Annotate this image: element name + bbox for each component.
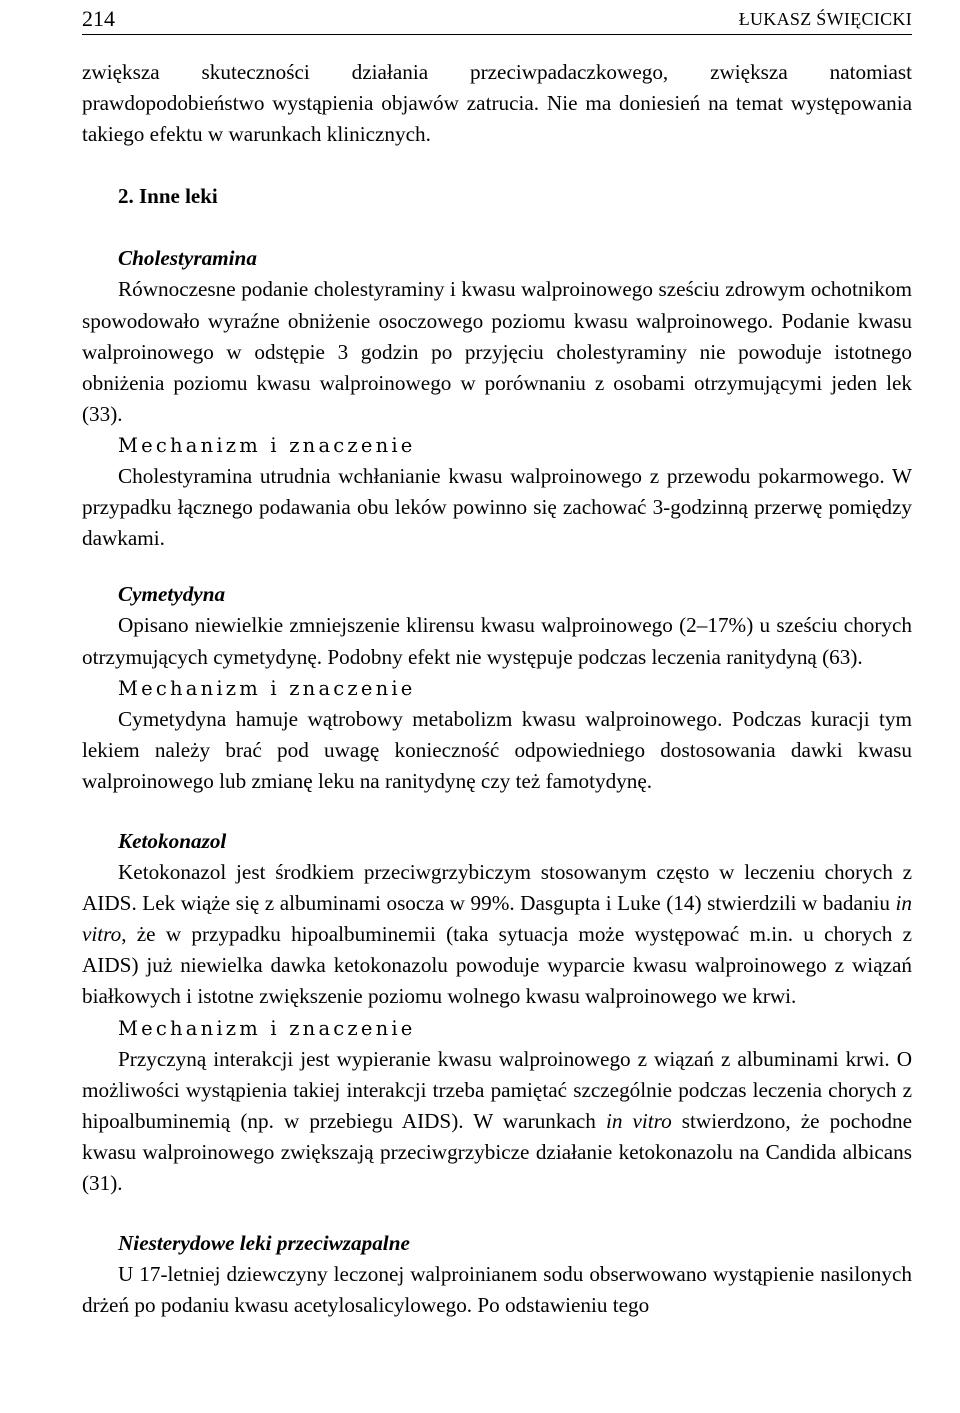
page-number: 214 <box>82 6 115 31</box>
ketokonazol-mech-in-vitro: in vitro <box>605 1108 672 1133</box>
subheading-ketokonazol: Ketokonazol <box>118 828 227 853</box>
running-header <box>82 6 912 35</box>
mechanism-label-cholestyramina: Mechanizm i znaczenie <box>118 433 416 457</box>
ketokonazol-text-b: , że w przypadku hipoalbuminemii (taka sytuacja może występować m.in. u chorych z AIDS) już niewielka dawka ketokonazolu powoduje wyparcie kwasu walproinowego z wiązań białkowych i istotne zwiększenie poziomu wolnego kwasu walproinowego we krwi. <box>82 922 912 1009</box>
subheading-cholestyramina: Cholestyramina <box>118 246 257 271</box>
mechanism-text-ketokonazol <box>82 1044 912 1199</box>
subheading-cymetydyna: Cymetydyna <box>118 582 226 607</box>
ketokonazol-mech-b: stwierdzono, że pochodne kwasu walproinowego zwiększają przeciwgrzybicze działanie ketokonazolu na Candida albicans (31). <box>82 1108 912 1195</box>
mechanism-label-ketokonazol: Mechanizm i znaczenie <box>118 1016 416 1040</box>
ketokonazol-text-a: Ketokonazol jest środkiem przeciwgrzybiczym stosowanym często w leczeniu chorych z AIDS. Lek wiąże się z albuminami osocza w 99%. Dasgupta i Luke (14) stwierdzili w badaniu <box>82 860 912 916</box>
mechanism-text-cholestyramina: Cholestyramina utrudnia wchłanianie kwasu walproinowego z przewodu pokarmowego. W przypadku łącznego podawania obu leków powinno się zachować 3-godzinną przerwę pomiędzy dawkami. <box>82 464 912 551</box>
mechanism-text-cymetydyna: Cymetydyna hamuje wątrobowy metabolizm kwasu walproinowego. Podczas kuracji tym lekiem należy brać pod uwagę konieczność odpowiedniego dostosowania dawki kwasu walproinowego lub zmianę leku na ranitydynę czy też famotydynę. <box>82 706 912 793</box>
page-body <box>82 57 912 1321</box>
paragraph-nlpz: U 17-letniej dziewczyny leczonej walproinianem sodu obserwowano wystąpienie nasilonych drżeń po podaniu kwasu acetylosalicylowego. Po odstawieniu tego <box>82 1262 912 1318</box>
mechanism-label-cymetydyna: Mechanizm i znaczenie <box>118 676 416 700</box>
section-heading: 2. Inne leki <box>118 184 218 209</box>
paragraph-ketokonazol <box>82 857 912 1012</box>
intro-paragraph: zwiększa skuteczności działania przeciwpadaczkowego, zwiększa natomiast prawdopodobieństwo wystąpienia objawów zatrucia. Nie ma doniesień na temat występowania takiego efektu w warunkach klinicznych. <box>82 60 912 147</box>
ketokonazol-in-vitro: in vitro <box>82 891 912 947</box>
paragraph-cholestyramina: Równoczesne podanie cholestyraminy i kwasu walproinowego sześciu zdrowym ochotnikom spowodowało wyraźne obniżenie osoczowego poziomu kwasu walproinowego. Podanie kwasu walproinowego w odstępie 3 godzin po przyjęciu cholestyraminy nie powoduje istotnego obniżenia poziomu kwasu walproinowego w porównaniu z osobami otrzymującymi jeden lek (33). <box>82 277 912 426</box>
ketokonazol-mech-a: Przyczyną interakcji jest wypieranie kwasu walproinowego z wiązań z albuminami krwi. O możliwości wystąpienia takiej interakcji trzeba pamiętać szczególnie podczas leczenia chorych z hipoalbuminemią (np. w przebiegu AIDS). W warunkach <box>82 1046 912 1133</box>
running-author: ŁUKASZ ŚWIĘCICKI <box>738 9 912 29</box>
subheading-nlpz: Niesterydowe leki przeciwzapalne <box>118 1231 410 1256</box>
paragraph-cymetydyna: Opisano niewielkie zmniejszenie klirensu kwasu walproinowego (2–17%) u sześciu chorych otrzymujących cymetydynę. Podobny efekt nie występuje podczas leczenia ranitydyną (63). <box>82 613 912 669</box>
